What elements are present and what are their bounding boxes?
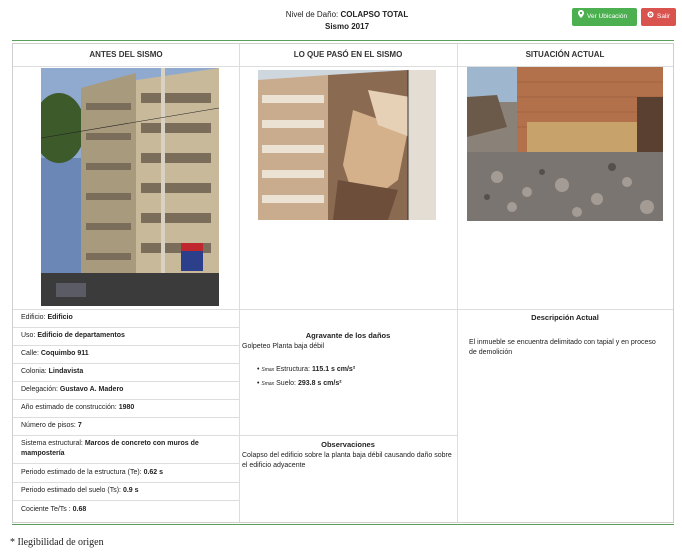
exit-button-label: Salir [657, 13, 671, 20]
agravante-suelo: • Smax Suelo: 293.8 s cm/s² [257, 380, 342, 387]
photos-divider [13, 309, 673, 310]
row-divider [13, 435, 239, 436]
row-divider [13, 399, 239, 400]
event-name: Sismo 2017 [324, 22, 370, 31]
damage-value: COLAPSO TOTAL [340, 10, 409, 19]
agravante-title: Agravante de los daños [305, 331, 391, 340]
field-sistema-estructural: Sistema estructural: Marcos de concreto con muros de mampostería [21, 440, 199, 457]
row-divider [13, 345, 239, 346]
field-delegacion: Delegación: Gustavo A. Madero [21, 386, 124, 393]
field-colonia: Colonia: Lindavista [21, 368, 84, 375]
location-button-label: Ver Ubicación [587, 13, 628, 20]
row-divider [13, 363, 239, 364]
exit-button[interactable] [641, 8, 676, 26]
column-header-happened: LO QUE PASÓ EN EL SISMO [239, 44, 457, 67]
footer-divider [12, 524, 674, 525]
column-header-before: ANTES DEL SISMO [13, 44, 239, 67]
field-numero-pisos: Número de pisos: 7 [21, 422, 82, 429]
photo-before-earthquake [41, 68, 219, 306]
field-cociente: Cociente Te/Ts : 0.68 [21, 506, 87, 513]
agravante-text: Golpeteo Planta baja débil [242, 343, 325, 350]
agravante-estructura: • Smax Estructura: 115.1 s cm/s² [257, 366, 356, 373]
column-divider-2 [457, 44, 458, 522]
observaciones-title: Observaciones [321, 440, 375, 449]
power-icon [647, 8, 654, 26]
photo-current-situation [467, 67, 663, 221]
field-calle: Calle: Coquimbo 911 [21, 350, 89, 357]
observaciones-text: Colapso del edificio sobre la planta baja débil causando daño sobre el edificio adyacente [242, 452, 452, 469]
map-pin-icon [578, 8, 584, 26]
column-header-current: SITUACIÓN ACTUAL [457, 44, 673, 67]
row-divider [13, 463, 239, 464]
top-bar [0, 0, 682, 42]
row-divider [13, 482, 239, 483]
row-divider [13, 500, 239, 501]
field-uso: Uso: Edificio de departamentos [21, 332, 125, 339]
field-anio-construccion: Año estimado de construcción: 1980 [21, 404, 135, 411]
descripcion-text: El inmueble se encuentra delimitado con tapial y en proceso de demolición [469, 339, 656, 356]
row-divider [13, 417, 239, 418]
middle-divider [239, 435, 457, 436]
field-periodo-estructura: Periodo estimado de la estructura (Te): 0.62 s [21, 469, 164, 476]
damage-header [262, 9, 432, 33]
row-divider [13, 327, 239, 328]
header-divider [12, 40, 674, 41]
descripcion-title: Descripción Actual [531, 313, 599, 322]
photo-during-earthquake [258, 70, 436, 220]
field-periodo-suelo: Periodo estimado del suelo (Ts): 0.9 s [21, 487, 139, 494]
row-divider [13, 381, 239, 382]
building-panel [12, 43, 674, 523]
field-edificio: Edificio: Edificio [21, 314, 73, 321]
location-button[interactable] [572, 8, 637, 26]
damage-label: Nivel de Daño: [285, 10, 339, 19]
footnote: * Ilegibilidad de origen [10, 537, 104, 548]
